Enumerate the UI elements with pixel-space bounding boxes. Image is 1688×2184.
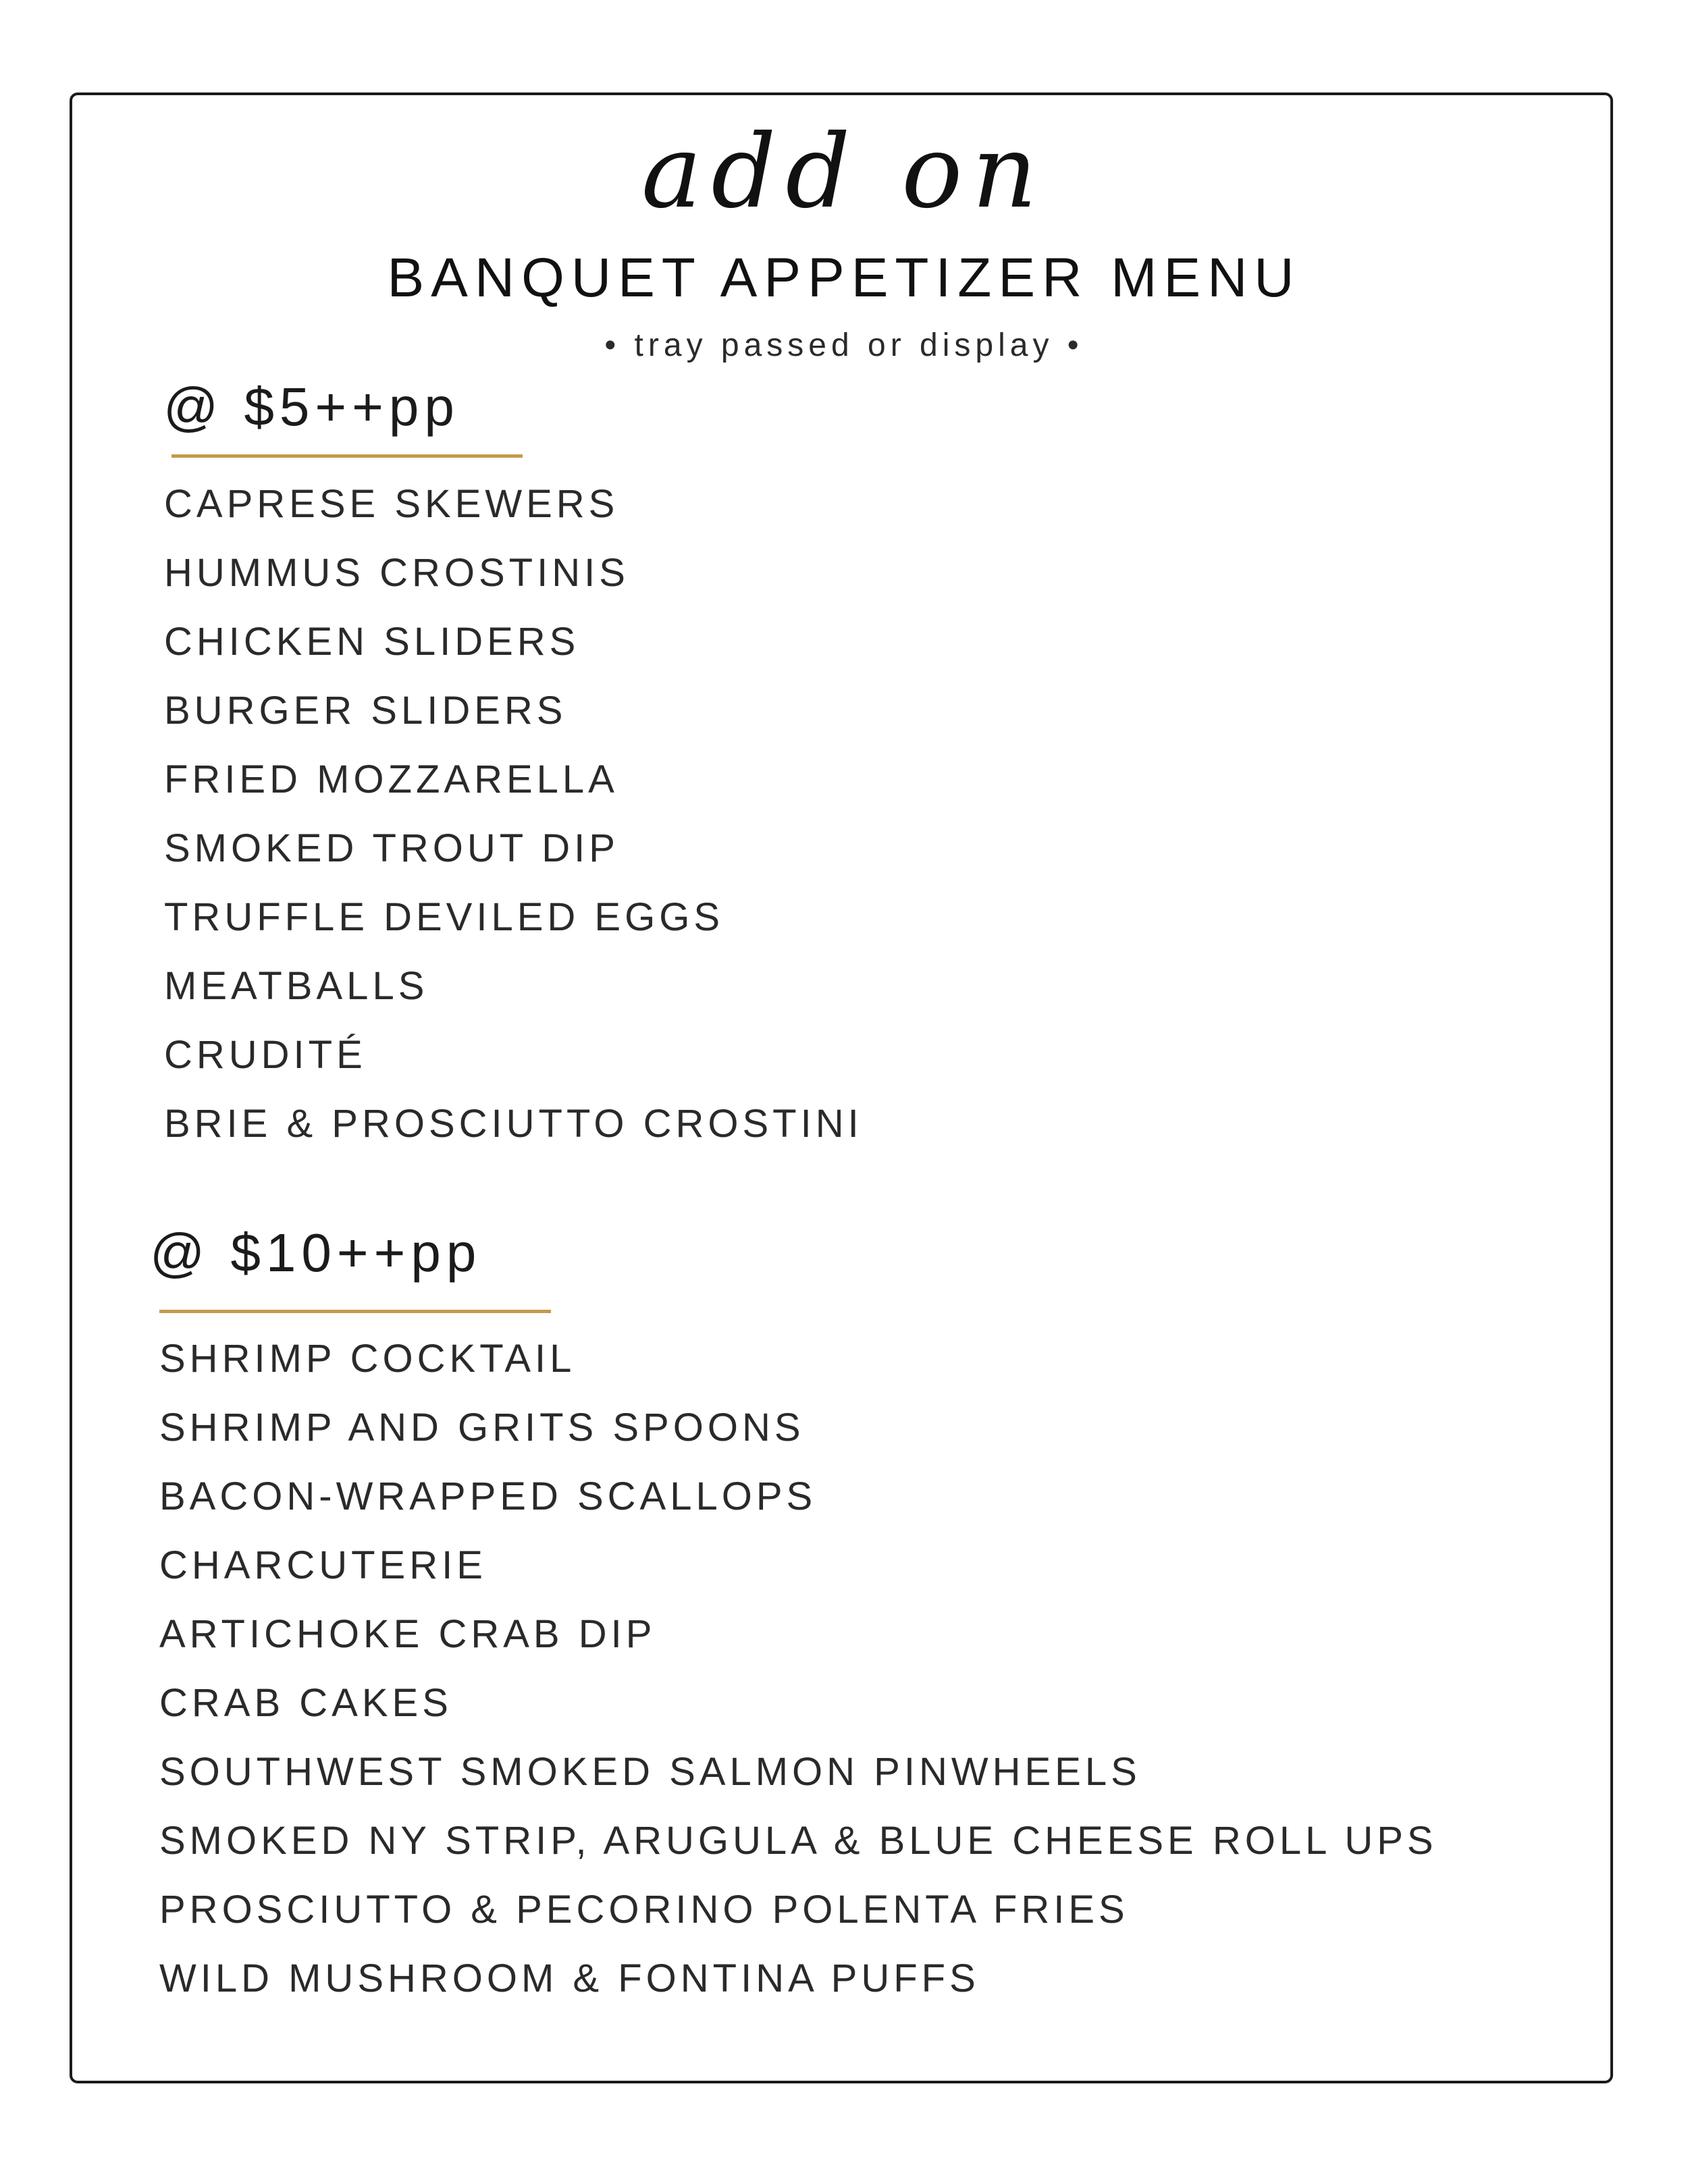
list-item: CHICKEN SLIDERS bbox=[164, 620, 580, 664]
list-item: CRAB CAKES bbox=[159, 1681, 452, 1725]
list-item: CHARCUTERIE bbox=[159, 1543, 487, 1587]
list-item: SOUTHWEST SMOKED SALMON PINWHEELS bbox=[159, 1750, 1141, 1794]
script-title: add on bbox=[641, 113, 1047, 231]
price-heading-tier-2: @ $10++pp bbox=[150, 1223, 482, 1283]
price-underline-tier-2 bbox=[159, 1310, 551, 1313]
price-underline-tier-1 bbox=[172, 454, 523, 458]
list-item: SHRIMP AND GRITS SPOONS bbox=[159, 1406, 805, 1449]
price-heading-tier-1: @ $5++pp bbox=[163, 377, 460, 437]
item-list-tier-1 bbox=[164, 480, 863, 1169]
list-item: SHRIMP COCKTAIL bbox=[159, 1337, 576, 1381]
list-item: PROSCIUTTO & PECORINO POLENTA FRIES bbox=[159, 1888, 1129, 1932]
list-item: BRIE & PROSCIUTTO CROSTINI bbox=[164, 1102, 863, 1146]
list-item: CAPRESE SKEWERS bbox=[164, 482, 619, 526]
item-list-tier-2 bbox=[159, 1335, 1438, 2023]
list-item: FRIED MOZZARELLA bbox=[164, 757, 618, 801]
list-item: BURGER SLIDERS bbox=[164, 689, 567, 733]
list-item: ARTICHOKE CRAB DIP bbox=[159, 1612, 656, 1656]
list-item: TRUFFLE DEVILED EGGS bbox=[164, 895, 724, 939]
list-item: MEATBALLS bbox=[164, 964, 429, 1008]
menu-title: BANQUET APPETIZER MENU bbox=[387, 247, 1301, 309]
list-item: SMOKED NY STRIP, ARUGULA & BLUE CHEESE ROLL UPS bbox=[159, 1819, 1438, 1863]
menu-subtitle: • tray passed or display • bbox=[604, 327, 1084, 363]
list-item: SMOKED TROUT DIP bbox=[164, 826, 619, 870]
list-item: CRUDITÉ bbox=[164, 1033, 367, 1077]
list-item: WILD MUSHROOM & FONTINA PUFFS bbox=[159, 1956, 980, 2000]
list-item: BACON-WRAPPED SCALLOPS bbox=[159, 1474, 817, 1518]
list-item: HUMMUS CROSTINIS bbox=[164, 551, 629, 595]
